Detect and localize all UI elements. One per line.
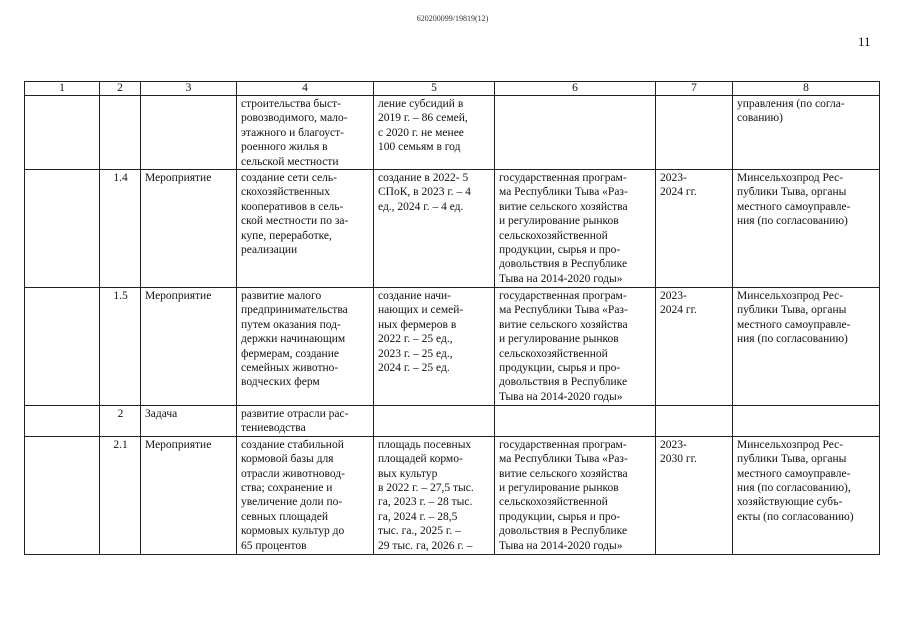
cell-text-line: Минсельхозпрод Рес- [737,290,844,303]
indicator-cell [374,96,495,170]
cell-text-line: нающих и семей- [378,304,464,317]
table-row [25,96,880,170]
program-cell [495,436,656,554]
period-cell [656,170,733,288]
cell-text-line: ма Республики Тыва «Раз- [499,304,628,317]
cell-text-line: 2023- [660,438,687,451]
cell-text-line: ства; сохранение и [241,482,333,495]
page-number: 11 [858,34,871,49]
cell-text-line: ма Республики Тыва «Раз- [499,453,628,466]
number-cell [100,436,141,554]
cell-text-line: тыс. га., 2025 г. – [378,525,461,538]
cell-text-line: местного самоуправле- [737,200,851,213]
table-row [25,170,880,288]
cell-text-line: ед., 2024 г. – 4 ед. [378,200,464,213]
cell-text-line: государственная програм- [499,290,627,303]
cell-text-line: 1.4 [113,172,128,185]
cell-text-line: сованию) [737,112,783,125]
responsible-cell [733,96,880,170]
cell-text-line: сельскохозяйственной [499,496,608,509]
cell-text-line: путем оказания под- [241,318,341,331]
cell-text-line: Тыва на 2014-2020 годы» [499,390,623,403]
cell-text-line: 2023- [660,172,687,185]
cell-text-line: севных площадей [241,510,328,523]
cell-text-line: Минсельхозпрод Рес- [737,172,844,185]
program-cell [495,170,656,288]
type-cell [141,436,237,554]
cell-text-line: с 2020 г. не менее [378,126,464,139]
cell-text-line: фермерам, создание [241,347,339,360]
cell-text-line: кормовой базы для [241,453,334,466]
column-number: 8 [733,82,880,96]
cell-text-line: управления (по согла- [737,98,845,110]
cell-text-line: продукции, сырья и про- [499,362,621,375]
cell-text-line: хозяйствующие субъ- [737,496,843,509]
table-row [25,406,880,437]
column-number: 2 [100,82,141,96]
cell-text-line: Тыва на 2014-2020 годы» [499,539,623,552]
document-id: 620200099/19819(12) [416,14,489,23]
cell-text-line: ление субсидий в [378,98,464,110]
table-row [25,288,880,406]
type-cell [141,96,237,170]
cell-text-line: увеличение доли по- [241,496,343,509]
cell-text-line: га, 2023 г. – 28 тыс. [378,496,473,509]
cell-text-line: 2022 г. – 25 ед., [378,333,453,346]
description-cell [237,288,374,406]
cell-text-line: ния (по согласованию) [737,333,848,346]
cell-text-line: создание сети сель- [241,172,337,185]
cell-text-line: водческих ферм [241,376,320,389]
cell-text-line: 2019 г. – 86 семей, [378,112,468,125]
column-number: 1 [25,82,100,96]
cell-text-line: вых культур [378,467,438,480]
period-cell [656,96,733,170]
cell-text-line: площадь посевных [378,438,472,451]
cell-text-line: сельскохозяйственной [499,229,608,242]
indicator-cell [374,288,495,406]
cell-text-line: ской местности по за- [241,215,349,228]
cell-text-line: СПоК, в 2023 г. – 4 [378,186,471,199]
cell-text-line: довольствия в Республике [499,525,628,538]
group-cell [25,170,100,288]
cell-text-line: государственная програм- [499,438,627,451]
cell-text-line: витие сельского хозяйства [499,318,628,331]
cell-text-line: 2024 г. – 25 ед. [378,362,450,375]
cell-text-line: отрасли животновод- [241,467,345,480]
description-cell [237,436,374,554]
cell-text-line: 29 тыс. га, 2026 г. – [378,539,473,552]
cell-text-line: ма Республики Тыва «Раз- [499,186,628,199]
cell-text-line: роенного жилья в [241,141,328,154]
cell-text-line: публики Тыва, органы [737,453,847,466]
cell-text-line: площадей кормо- [378,453,463,466]
cell-text-line: купе, переработке, [241,229,332,242]
cell-text-line: семейных животно- [241,362,339,375]
cell-text-line: продукции, сырья и про- [499,510,621,523]
period-cell [656,436,733,554]
cell-text-line: 1.5 [113,290,128,303]
indicator-cell [374,170,495,288]
table-row [25,436,880,554]
cell-text-line: публики Тыва, органы [737,186,847,199]
cell-text-line: местного самоуправле- [737,318,851,331]
cell-text-line: строительства быст- [241,98,341,110]
cell-text-line: и регулирование рынков [499,215,619,228]
cell-text-line: довольствия в Республике [499,376,628,389]
cell-text-line: 2.1 [113,438,128,451]
cell-text-line: сельскохозяйственной [499,347,608,360]
cell-text-line: 2030 гг. [660,453,697,466]
cell-text-line: ровозводимого, мало- [241,112,348,125]
cell-text-line: 2023- [660,290,687,303]
period-cell [656,406,733,437]
cell-text-line: развитие малого [241,290,322,303]
cell-text-line: Мероприятие [145,438,212,451]
group-cell [25,288,100,406]
cell-text-line: Мероприятие [145,172,212,185]
responsible-cell [733,288,880,406]
cell-text-line: ния (по согласованию) [737,215,848,228]
column-number-row [25,82,880,96]
responsible-cell [733,436,880,554]
cell-text-line: скохозяйственных [241,186,331,199]
cell-text-line: продукции, сырья и про- [499,244,621,257]
type-cell [141,406,237,437]
group-cell [25,406,100,437]
responsible-cell [733,170,880,288]
period-cell [656,288,733,406]
column-number: 4 [237,82,374,96]
program-cell [495,288,656,406]
cell-text-line: 2023 г. – 25 ед., [378,347,453,360]
type-cell [141,170,237,288]
cell-text-line: местного самоуправле- [737,467,851,480]
cell-text-line: 2024 гг. [660,304,697,317]
cell-text-line: предпринимательства [241,304,348,317]
column-number: 5 [374,82,495,96]
cell-text-line: Мероприятие [145,290,212,303]
cell-text-line: екты (по согласованию) [737,510,854,523]
cell-text-line: Тыва на 2014-2020 годы» [499,272,623,285]
number-cell [100,406,141,437]
cell-text-line: публики Тыва, органы [737,304,847,317]
cell-text-line: создание начи- [378,290,451,303]
cell-text-line: этажного и благоуст- [241,126,345,139]
cell-text-line: государственная програм- [499,172,627,185]
cell-text-line: витие сельского хозяйства [499,200,628,213]
number-cell [100,170,141,288]
cell-text-line: создание стабильной [241,438,344,451]
cell-text-line: 65 процентов [241,539,307,552]
cell-text-line: реализации [241,244,298,257]
cell-text-line: кооперативов в сель- [241,200,344,213]
column-number: 3 [141,82,237,96]
cell-text-line: в 2022 г. – 27,5 тыс. [378,482,474,495]
cell-text-line: создание в 2022- 5 [378,172,469,185]
cell-text-line: Минсельхозпрод Рес- [737,438,844,451]
cell-text-line: Задача [145,408,178,421]
description-cell [237,96,374,170]
column-number: 7 [656,82,733,96]
cell-text-line: и регулирование рынков [499,482,619,495]
cell-text-line: и регулирование рынков [499,333,619,346]
column-number: 6 [495,82,656,96]
number-cell [100,96,141,170]
cell-text-line: 100 семьям в год [378,141,461,154]
cell-text-line: витие сельского хозяйства [499,467,628,480]
cell-text-line: 2 [117,408,124,421]
cell-text-line: довольствия в Республике [499,258,628,271]
group-cell [25,436,100,554]
program-cell [495,96,656,170]
responsible-cell [733,406,880,437]
cell-text-line: тениеводства [241,422,306,435]
cell-text-line: кормовых культур до [241,525,345,538]
group-cell [25,96,100,170]
description-cell [237,406,374,437]
measures-table [24,81,880,555]
program-cell [495,406,656,437]
cell-text-line: 2024 гг. [660,186,697,199]
cell-text-line: ния (по согласованию), [737,482,851,495]
cell-text-line: га, 2024 г. – 28,5 [378,510,458,523]
indicator-cell [374,406,495,437]
indicator-cell [374,436,495,554]
number-cell [100,288,141,406]
cell-text-line: ных фермеров в [378,318,457,331]
description-cell [237,170,374,288]
cell-text-line: сельской местности [241,155,339,168]
cell-text-line: развитие отрасли рас- [241,408,349,421]
cell-text-line: держки начинающим [241,333,346,346]
type-cell [141,288,237,406]
